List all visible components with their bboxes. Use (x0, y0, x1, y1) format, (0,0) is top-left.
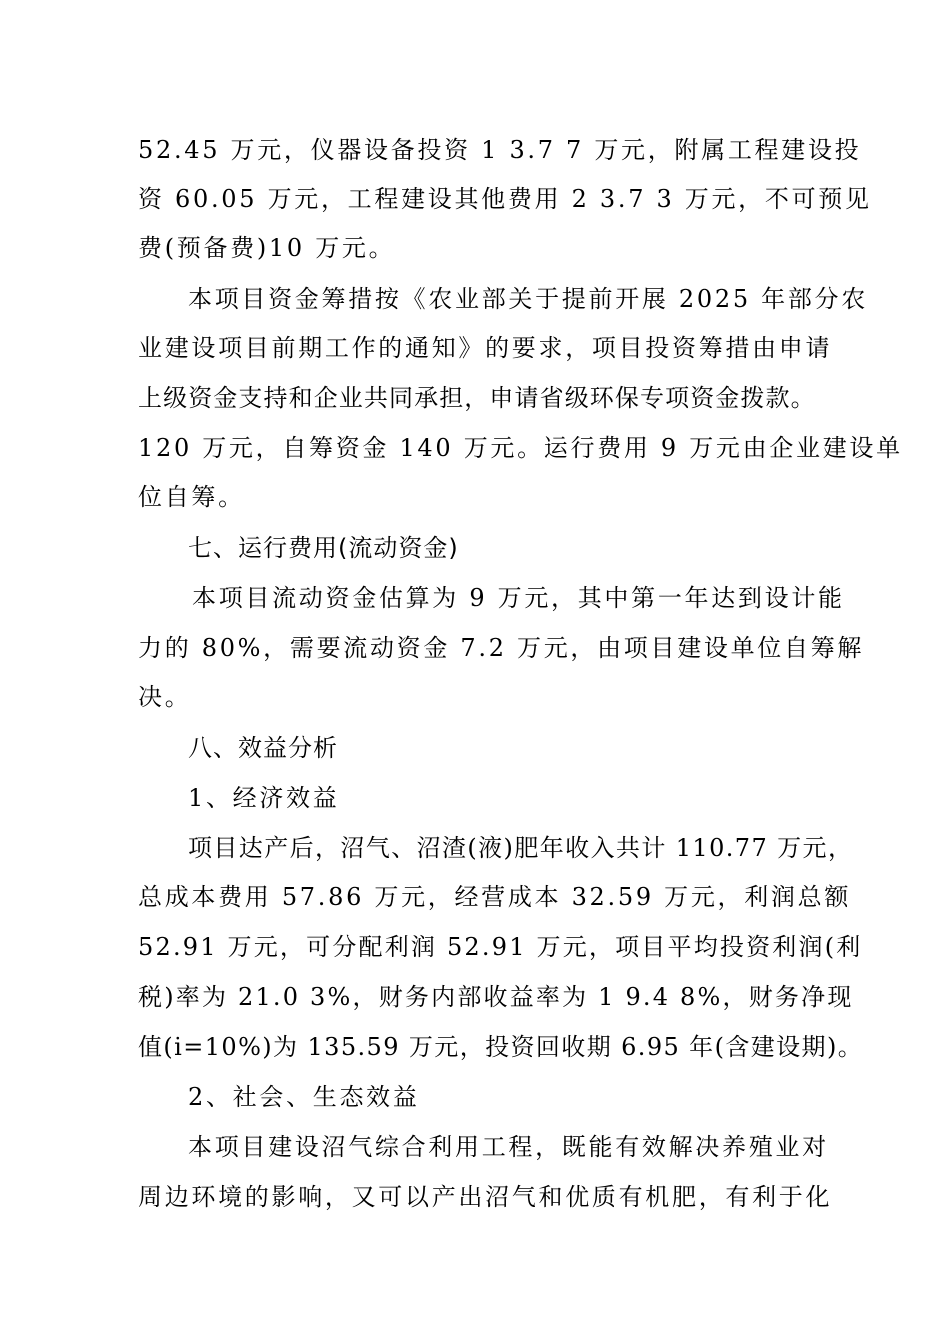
text-line: 值(i=10%)为 135.59 万元，投资回收期 6.95 年(含建设期)。 (138, 1033, 864, 1061)
text-line: 力的 80%，需要流动资金 7.2 万元，由项目建设单位自筹解 (138, 634, 865, 662)
subsection-heading: 1、经济效益 (188, 784, 340, 812)
text-line: 决。 (138, 683, 192, 711)
section-heading: 七、运行费用(流动资金) (188, 534, 459, 562)
text-line: 位自筹。 (138, 483, 245, 511)
text-line: 52.45 万元，仪器设备投资 1 3.7 7 万元，附属工程建设投 (138, 136, 862, 164)
text-line: 周边环境的影响，又可以产出沼气和优质有机肥，有利于化 (138, 1183, 833, 1211)
text-line: 52.91 万元，可分配利润 52.91 万元，项目平均投资利润(利 (138, 933, 863, 961)
text-line: 120 万元，自筹资金 140 万元。运行费用 9 万元由企业建设单 (138, 434, 903, 462)
text-line: 上级资金支持和企业共同承担，申请省级环保专项资金拨款。 (138, 384, 816, 412)
text-line: 本项目资金筹措按《农业部关于提前开展 2025 年部分农 (188, 285, 868, 313)
text-line: 本项目建设沼气综合利用工程，既能有效解决养殖业对 (188, 1133, 829, 1161)
section-heading: 八、效益分析 (188, 734, 338, 762)
text-line: 总成本费用 57.86 万元，经营成本 32.59 万元，利润总额 (138, 883, 852, 911)
text-line: 费(预备费)10 万元。 (138, 234, 396, 262)
text-line: 税)率为 21.0 3%，财务内部收益率为 1 9.4 8%，财务净现 (138, 983, 854, 1011)
text-line: 资 60.05 万元，工程建设其他费用 2 3.7 3 万元，不可预见 (138, 185, 872, 213)
text-line: 业建设项目前期工作的通知》的要求，项目投资筹措由申请 (138, 334, 833, 362)
text-line: 项目达产后，沼气、沼渣(液)肥年收入共计 110.77 万元， (188, 834, 854, 862)
text-line: 本项目流动资金估算为 9 万元，其中第一年达到设计能 (192, 584, 845, 612)
subsection-heading: 2、社会、生态效益 (188, 1083, 420, 1111)
